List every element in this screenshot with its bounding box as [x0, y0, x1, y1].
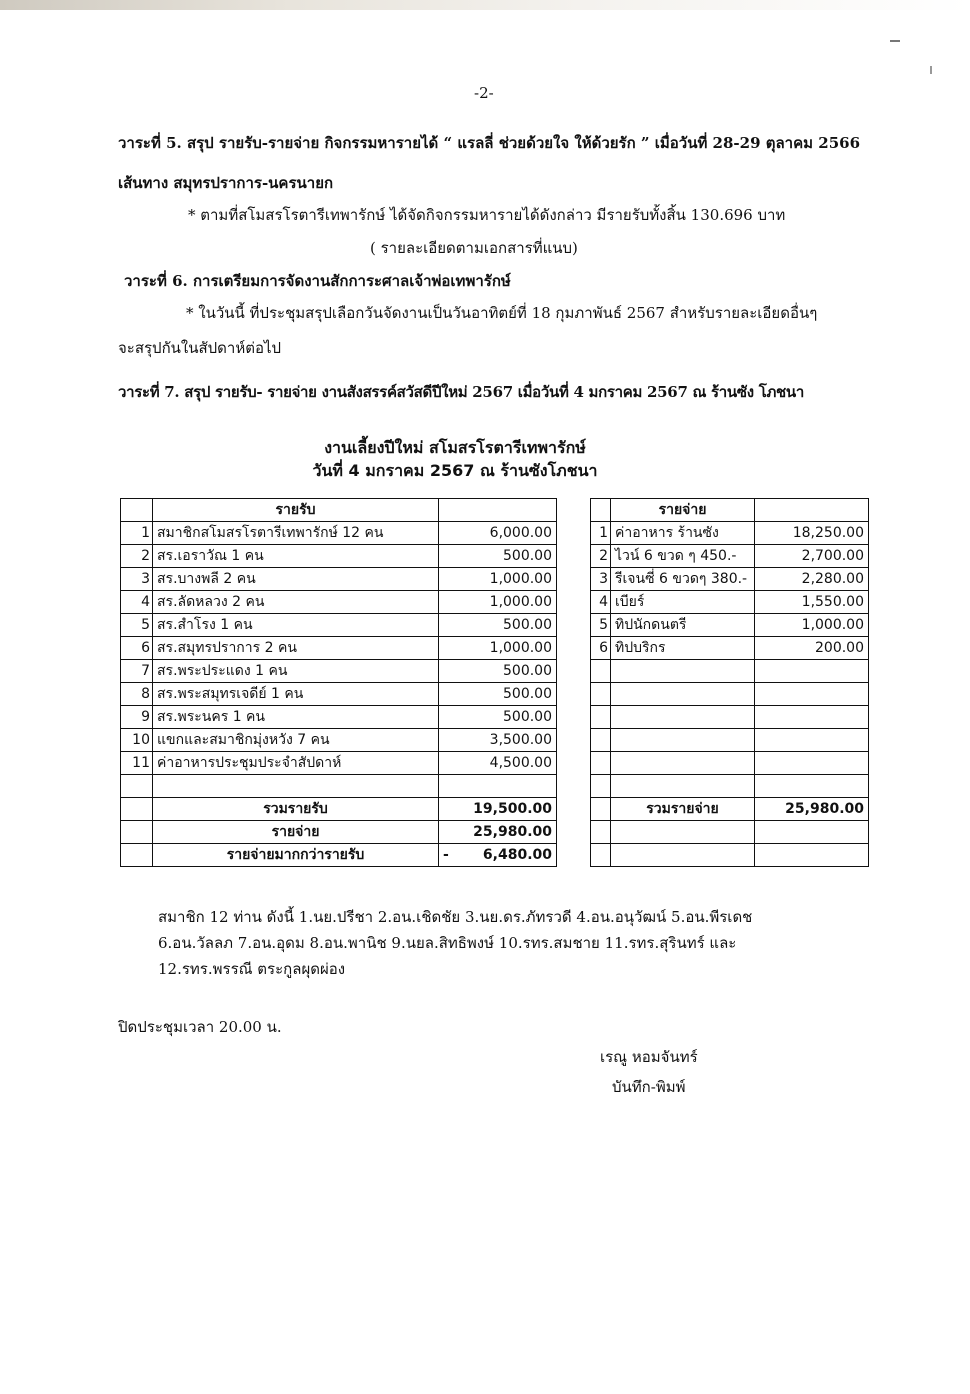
table-row [121, 775, 869, 798]
expense-no: 4 [591, 591, 611, 614]
expense-amount [755, 752, 869, 775]
expense-no [591, 706, 611, 729]
expense-no: 5 [591, 614, 611, 637]
scan-speck [930, 66, 932, 74]
deficit-label: รายจ่ายมากกว่ารายรับ [153, 844, 439, 867]
column-gap [557, 614, 591, 637]
table-title: งานเลี้ยงปีใหม่ สโมสรโรตารีเทพารักษ์ [324, 438, 586, 457]
income-item: ค่าอาหารประชุมประจำสัปดาห์ [153, 752, 439, 775]
closing-time: ปิดประชุมเวลา 20.00 น. [118, 1018, 282, 1036]
income-amount: 1,000.00 [439, 591, 557, 614]
expense-no: 6 [591, 637, 611, 660]
agenda5-note: ( รายละเอียดตามเอกสารที่แนบ) [370, 239, 578, 257]
agenda5-heading: วาระที่ 5. สรุป รายรับ-รายจ่าย กิจกรรมหารายได้ “ แรลลี่ ช่วยด้วยใจ ให้ด้วยรัก ” เมื่อวันที่ 28-29 ตุลาคม 2566 [118, 134, 861, 152]
expense-no: 3 [591, 568, 611, 591]
expense-item [611, 775, 755, 798]
income-amount: 4,500.00 [439, 752, 557, 775]
signature-role: บันทึก-พิมพ์ [612, 1078, 686, 1096]
expense-amount [755, 660, 869, 683]
expense-item [611, 752, 755, 775]
column-gap [557, 798, 591, 821]
agenda6-heading: วาระที่ 6. การเตรียมการจัดงานสักการะศาลเจ้าพ่อเทพารักษ์ [124, 272, 511, 290]
agenda5-detail: * ตามที่สโมสรโรตารีเทพารักษ์ ได้จัดกิจกรรมหารายได้ดังกล่าว มีรายรับทั้งสิ้น 130.696 บาท [188, 206, 786, 224]
income-no: 10 [121, 729, 153, 752]
expense-item [611, 706, 755, 729]
table-row [121, 683, 869, 706]
expense-amount: 1,000.00 [755, 614, 869, 637]
income-item: สร.สมุทรปราการ 2 คน [153, 637, 439, 660]
income-item: สมาชิกสโมสรโรตารีเทพารักษ์ 12 คน [153, 522, 439, 545]
column-gap [557, 545, 591, 568]
column-gap [557, 591, 591, 614]
column-gap [557, 706, 591, 729]
deficit-sign: - [443, 847, 449, 863]
expense-item: เบียร์ [611, 591, 755, 614]
income-no: 3 [121, 568, 153, 591]
column-gap [557, 752, 591, 775]
income-no [121, 775, 153, 798]
members-line-3: 12.รทร.พรรณี ตระกูลผุดผ่อง [158, 960, 346, 978]
income-no: 11 [121, 752, 153, 775]
income-amount: 500.00 [439, 706, 557, 729]
income-amount: 1,000.00 [439, 637, 557, 660]
income-no: 9 [121, 706, 153, 729]
income-amount: 500.00 [439, 660, 557, 683]
table-row [121, 752, 869, 775]
income-amount: 3,500.00 [439, 729, 557, 752]
deficit-row [121, 844, 869, 867]
table-row [121, 729, 869, 752]
income-item [153, 775, 439, 798]
column-gap [557, 568, 591, 591]
expense-no [591, 752, 611, 775]
table-row [121, 568, 869, 591]
column-gap [557, 844, 591, 867]
expense-no [591, 729, 611, 752]
expense-amount [755, 706, 869, 729]
column-gap [557, 821, 591, 844]
totals-row [121, 798, 869, 821]
table-subtitle: วันที่ 4 มกราคม 2567 ณ ร้านซังโภชนา [312, 461, 598, 480]
table-header-row [121, 499, 869, 522]
table-row [121, 637, 869, 660]
income-header: รายรับ [153, 499, 439, 522]
income-amount [439, 775, 557, 798]
income-amount: 1,000.00 [439, 568, 557, 591]
income-no: 6 [121, 637, 153, 660]
income-amount: 500.00 [439, 614, 557, 637]
members-line-1: สมาชิก 12 ท่าน ดังนี้ 1.นย.ปรีชา 2.อน.เชิดชัย 3.นย.ดร.ภัทรวดี 4.อน.อนุวัฒน์ 5.อน.พีรเดช [158, 908, 753, 926]
expense-no [591, 683, 611, 706]
income-item: สร.เอราวัณ 1 คน [153, 545, 439, 568]
page-number: -2- [474, 84, 494, 102]
table-row [121, 660, 869, 683]
agenda5-route: เส้นทาง สมุทรปราการ-นครนายก [118, 174, 334, 192]
scan-edge [0, 0, 970, 10]
agenda6-detail: * ในวันนี้ ที่ประชุมสรุปเลือกวันจัดงานเป็นวันอาทิตย์ที่ 18 กุมภาพันธ์ 2567 สำหรับรายละเอียดอื่นๆ [186, 304, 818, 322]
expense-summary-value: 25,980.00 [439, 821, 557, 844]
expense-amount: 1,550.00 [755, 591, 869, 614]
expense-item [611, 683, 755, 706]
column-gap [557, 660, 591, 683]
column-gap [557, 729, 591, 752]
expense-amount [755, 775, 869, 798]
members-line-2: 6.อน.วัลลภ 7.อน.อุดม 8.อน.พานิช 9.นยล.สิทธิพงษ์ 10.รทร.สมชาย 11.รทร.สุรินทร์ และ [158, 934, 737, 952]
expense-amount: 2,700.00 [755, 545, 869, 568]
income-no: 4 [121, 591, 153, 614]
agenda6-detail-cont: จะสรุปกันในสัปดาห์ต่อไป [118, 339, 282, 357]
expense-summary-label: รายจ่าย [153, 821, 439, 844]
expense-amount [755, 729, 869, 752]
scan-speck [890, 40, 900, 42]
signature-name: เรณู หอมจันทร์ [600, 1048, 698, 1066]
income-item: แขกและสมาชิกมุ่งหวัง 7 คน [153, 729, 439, 752]
income-item: สร.ลัดหลวง 2 คน [153, 591, 439, 614]
deficit-value-cell [439, 844, 557, 867]
income-item: สร.พระสมุทรเจดีย์ 1 คน [153, 683, 439, 706]
income-item: สร.พระนคร 1 คน [153, 706, 439, 729]
total-expense-label: รวมรายจ่าย [611, 798, 755, 821]
column-gap [557, 775, 591, 798]
income-amount: 500.00 [439, 545, 557, 568]
income-amount: 500.00 [439, 683, 557, 706]
table-row [121, 545, 869, 568]
agenda7-heading: วาระที่ 7. สรุป รายรับ- รายจ่าย งานสังสรรค์สวัสดีปีใหม่ 2567 เมื่อวันที่ 4 มกราคม 2567 ณ ร้านซัง โภชนา [118, 383, 804, 401]
total-income-value: 19,500.00 [439, 798, 557, 821]
table-row [121, 614, 869, 637]
expense-item: ค่าอาหาร ร้านซัง [611, 522, 755, 545]
expense-item [611, 660, 755, 683]
table-row [121, 591, 869, 614]
income-no: 7 [121, 660, 153, 683]
total-expense-value: 25,980.00 [755, 798, 869, 821]
income-item: สร.สำโรง 1 คน [153, 614, 439, 637]
column-gap [557, 683, 591, 706]
expense-no: 2 [591, 545, 611, 568]
table-row [121, 522, 869, 545]
expense-no [591, 660, 611, 683]
expense-item: ทิปนักดนตรี [611, 614, 755, 637]
income-amount: 6,000.00 [439, 522, 557, 545]
expense-item: ทิปบริกร [611, 637, 755, 660]
income-no: 5 [121, 614, 153, 637]
income-expense-table [120, 498, 869, 867]
expense-amount: 18,250.00 [755, 522, 869, 545]
expense-no [591, 775, 611, 798]
income-item: สร.บางพลี 2 คน [153, 568, 439, 591]
income-no: 8 [121, 683, 153, 706]
expense-item: ไวน์ 6 ขวด ๆ 450.- [611, 545, 755, 568]
expense-amount: 200.00 [755, 637, 869, 660]
total-income-label: รวมรายรับ [153, 798, 439, 821]
income-no: 2 [121, 545, 153, 568]
expense-summary-row [121, 821, 869, 844]
column-gap [557, 522, 591, 545]
expense-amount [755, 683, 869, 706]
expense-item [611, 729, 755, 752]
expense-no: 1 [591, 522, 611, 545]
deficit-value: 6,480.00 [482, 847, 552, 863]
expense-header: รายจ่าย [611, 499, 755, 522]
expense-item: รีเจนซี่ 6 ขวดๆ 380.- [611, 568, 755, 591]
income-item: สร.พระประแดง 1 คน [153, 660, 439, 683]
income-no: 1 [121, 522, 153, 545]
column-gap [557, 637, 591, 660]
table-row [121, 706, 869, 729]
expense-amount: 2,280.00 [755, 568, 869, 591]
